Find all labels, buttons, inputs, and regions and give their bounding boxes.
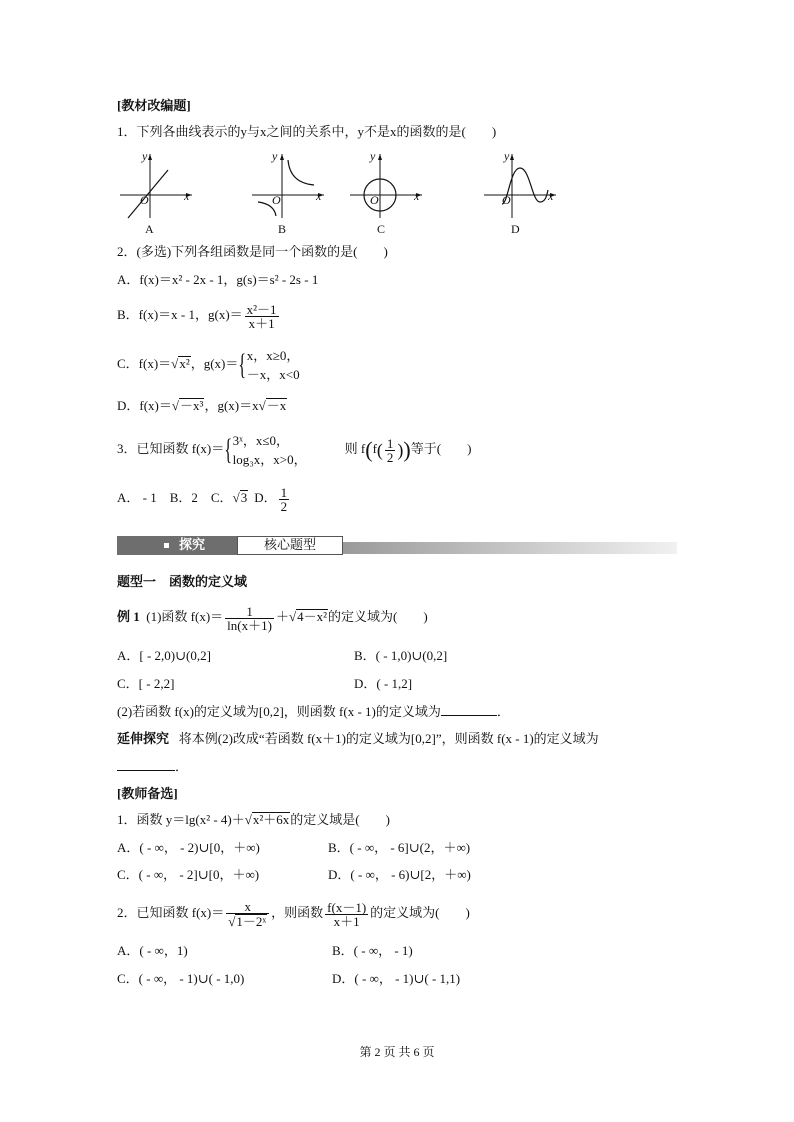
case-2: log₃x，x>0， bbox=[232, 452, 307, 468]
fraction-numerator: 1 bbox=[225, 605, 274, 619]
paren-right: ) bbox=[403, 437, 411, 463]
sqrt-radicand: －x³ bbox=[180, 398, 204, 413]
t1-post: 的定义域是( ) bbox=[290, 812, 390, 827]
question-2-option-c bbox=[117, 345, 300, 384]
fraction-denominator: ln(x＋1) bbox=[227, 617, 272, 633]
graph-d bbox=[484, 150, 564, 220]
graph-b-x-label: x bbox=[316, 189, 322, 203]
sqrt-symbol: √ bbox=[171, 356, 179, 371]
question-2-option-d bbox=[117, 398, 287, 414]
extension-question bbox=[117, 731, 599, 747]
fraction-denominator: x＋1 bbox=[333, 913, 360, 929]
page-footer: 第 2 页 共 6 页 bbox=[359, 1045, 435, 1059]
t2-fraction-1 bbox=[226, 900, 269, 929]
graph-a bbox=[120, 150, 200, 220]
banner-square-icon bbox=[164, 543, 169, 548]
extension-end: ． bbox=[175, 759, 189, 774]
case-1: 3ˣ，x≤0， bbox=[232, 433, 290, 449]
fraction-numerator: x²－1 bbox=[246, 301, 277, 317]
graph-c-y-label: y bbox=[370, 149, 376, 163]
fraction-numerator: 1 bbox=[386, 435, 394, 451]
question-2-option-a: A．f(x)＝x² - 2x - 1，g(s)＝s² - 2s - 1 bbox=[117, 272, 319, 287]
piecewise-cases bbox=[247, 346, 300, 384]
left-brace: { bbox=[224, 433, 233, 467]
teacher-q2-option-d: D．( - ∞， - 1)∪( - 1,1) bbox=[332, 971, 461, 986]
graph-c-x-label: x bbox=[414, 189, 420, 203]
graph-b-y-label: y bbox=[272, 149, 278, 163]
graph-c bbox=[350, 150, 430, 220]
option-c-text: C．f(x)＝ bbox=[117, 356, 172, 371]
teacher-q2-option-c: C．( - ∞， - 1)∪( - 1,0) bbox=[117, 971, 245, 986]
q3-post: 等于( ) bbox=[410, 441, 472, 456]
answer-blank[interactable] bbox=[441, 703, 497, 716]
graph-a-y-label: y bbox=[142, 149, 148, 163]
graph-d-y-label: y bbox=[504, 149, 510, 163]
example-1-part-1 bbox=[117, 602, 428, 632]
graph-d-label: D bbox=[511, 222, 520, 236]
example-1-option-a: A．[ - 2,0)∪(0,2] bbox=[117, 648, 211, 663]
section-textbook-heading: [教材改编题] bbox=[117, 98, 191, 113]
fraction-denominator: x＋1 bbox=[248, 315, 275, 331]
option-b-fraction bbox=[245, 303, 279, 330]
topic-1-heading: 题型一 函数的定义域 bbox=[117, 574, 248, 589]
ex1-post: 的定义域为( ) bbox=[328, 609, 428, 624]
q3-inner: f bbox=[372, 441, 377, 456]
graph-b-origin-label: O bbox=[272, 193, 281, 207]
teacher-q2-option-a: A．( - ∞，1) bbox=[117, 943, 188, 958]
question-1-stem: 1．下列各曲线表示的y与x之间的关系中，y不是x的函数的是( ) bbox=[117, 124, 497, 139]
banner-dark-block bbox=[117, 536, 237, 555]
graph-c-origin-label: O bbox=[370, 193, 379, 207]
sqrt-radicand: 4－x² bbox=[297, 609, 328, 624]
teacher-question-2 bbox=[117, 896, 470, 930]
t2-fraction-2 bbox=[325, 901, 368, 928]
option-c-mid: ，g(x)＝ bbox=[190, 356, 239, 371]
question-2-option-b bbox=[117, 300, 281, 330]
sqrt-symbol: √ bbox=[232, 490, 240, 505]
sqrt-symbol: √ bbox=[288, 609, 297, 624]
sqrt-radicand: x² bbox=[179, 356, 190, 371]
paren-left: ( bbox=[376, 440, 383, 461]
plus-sign: ＋ bbox=[275, 609, 289, 624]
example-label: 例 1 bbox=[117, 609, 140, 624]
graph-d-origin-label: O bbox=[502, 193, 511, 207]
half-fraction bbox=[385, 437, 396, 464]
fraction-denominator bbox=[226, 914, 269, 929]
extension-answer-line bbox=[117, 758, 188, 775]
case-1: x，x≥0， bbox=[246, 348, 300, 364]
t2-text: 2．已知函数 f(x)＝ bbox=[117, 905, 225, 920]
ex1-p2-text: (2)若函数 f(x)的定义域为[0,2]，则函数 f(x - 1)的定义域为 bbox=[117, 704, 441, 719]
teacher-q1-option-c: C．( - ∞， - 2]∪[0，＋∞) bbox=[117, 867, 260, 882]
graph-b-label: B bbox=[278, 222, 287, 236]
question-3-stem bbox=[117, 430, 471, 469]
option-d-text: D．f(x)＝ bbox=[117, 398, 172, 413]
example-1-option-b: B．( - 1,0)∪(0,2] bbox=[354, 648, 448, 663]
fraction-denominator: 2 bbox=[280, 498, 288, 514]
sqrt-radicand: －x bbox=[266, 398, 287, 413]
sqrt-symbol: √ bbox=[244, 812, 252, 827]
t1-text: 1．函数 y＝lg(x² - 4)＋ bbox=[117, 812, 245, 827]
graph-c-label: C bbox=[377, 222, 386, 236]
fraction-numerator: x bbox=[226, 900, 269, 914]
q3-then: 则 f bbox=[344, 441, 366, 456]
ex1-fraction bbox=[225, 605, 274, 632]
fraction-denominator: 2 bbox=[386, 449, 394, 465]
sqrt-radicand: 1－2ˣ bbox=[236, 913, 267, 929]
example-1-option-d: D．( - 1,2] bbox=[354, 676, 413, 691]
section-teacher-heading: [教师备选] bbox=[117, 786, 178, 801]
t2-post: 的定义域为( ) bbox=[370, 905, 470, 920]
banner-label: 探究 bbox=[179, 538, 206, 553]
q3-text: 3．已知函数 f(x)＝ bbox=[117, 441, 225, 456]
sqrt-symbol: √ bbox=[171, 398, 180, 413]
paren-right: ) bbox=[397, 440, 404, 461]
teacher-q1-option-a: A．( - ∞， - 2)∪[0，＋∞) bbox=[117, 840, 260, 855]
sqrt-symbol: √ bbox=[228, 913, 236, 929]
banner-gradient bbox=[343, 542, 677, 554]
fraction-numerator: f(x－1) bbox=[327, 899, 367, 915]
fraction-numerator: 1 bbox=[280, 484, 288, 500]
question-2-stem: 2．(多选)下列各组函数是同一个函数的是( ) bbox=[117, 244, 388, 259]
teacher-q2-option-b: B．( - ∞， - 1) bbox=[332, 943, 413, 958]
option-b-text: B．f(x)＝x - 1，g(x)＝ bbox=[117, 307, 243, 322]
graph-b bbox=[252, 150, 332, 220]
graph-a-x-label: x bbox=[184, 189, 190, 203]
case-2: －x，x<0 bbox=[246, 367, 300, 383]
extension-label: 延伸探究 bbox=[117, 731, 170, 746]
ex1-p2-end: ． bbox=[496, 704, 510, 719]
sqrt-symbol: √ bbox=[258, 398, 266, 413]
question-3-options bbox=[117, 483, 291, 513]
sqrt-radicand: 3 bbox=[240, 490, 248, 505]
teacher-q1-option-d: D．( - ∞， - 6)∪[2，＋∞) bbox=[328, 867, 471, 882]
left-brace: { bbox=[238, 348, 247, 382]
banner-box-label: 核心题型 bbox=[237, 536, 343, 555]
example-1-option-c: C．[ - 2,2] bbox=[117, 676, 175, 691]
teacher-question-1 bbox=[117, 812, 390, 828]
graph-a-label: A bbox=[145, 222, 154, 236]
sqrt-radicand: x²＋6x bbox=[252, 812, 290, 827]
teacher-q1-option-b: B．( - ∞， - 6]∪(2，＋∞) bbox=[328, 840, 471, 855]
extension-text: 将本例(2)改成“若函数 f(x＋1)的定义域为[0,2]”，则函数 f(x - 1)的定义域为 bbox=[178, 731, 599, 746]
q3-options-text: A． - 1 B．2 C． bbox=[117, 490, 233, 505]
paren-left: ( bbox=[365, 437, 373, 463]
answer-blank[interactable] bbox=[117, 758, 175, 771]
graph-d-x-label: x bbox=[548, 189, 554, 203]
t2-mid: ，则函数 bbox=[271, 905, 324, 920]
piecewise-cases bbox=[233, 431, 307, 469]
example-1-part-2 bbox=[117, 703, 510, 720]
graph-a-origin-label: O bbox=[140, 193, 149, 207]
section-banner bbox=[117, 536, 677, 555]
option-d-mid: ，g(x)＝x bbox=[204, 398, 259, 413]
option-d-fraction bbox=[279, 486, 290, 513]
q3-option-d: D． bbox=[254, 490, 277, 505]
ex1-text: (1)函数 f(x)＝ bbox=[146, 609, 224, 624]
